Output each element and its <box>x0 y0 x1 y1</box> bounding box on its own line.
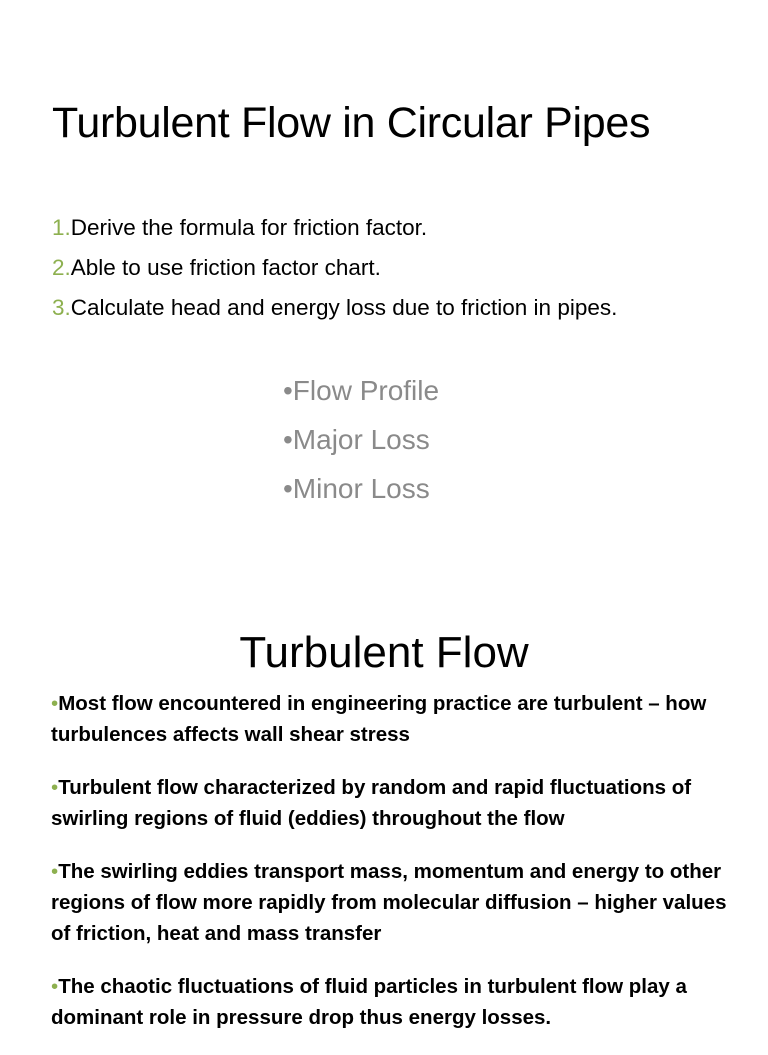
bullet-text: Turbulent flow characterized by random and rapid fluctuations of swirling regions of fluid (eddies) throughout the flow <box>51 776 692 830</box>
objectives-list <box>52 208 617 328</box>
bullet-list <box>51 688 741 1055</box>
topic-minor-loss: •Minor Loss <box>283 473 430 504</box>
objective-text: Able to use friction factor chart. <box>70 255 381 280</box>
topics-list <box>283 366 439 513</box>
objective-item <box>52 208 617 248</box>
bullet-item <box>51 772 741 834</box>
bullet-text: Most flow encountered in engineering practice are turbulent – how turbulences affects wall shear stress <box>51 692 707 746</box>
slide-title: Turbulent Flow <box>239 628 529 677</box>
objective-text: Derive the formula for friction factor. <box>70 215 428 240</box>
slide-2 <box>0 580 768 1029</box>
objective-item <box>52 288 617 328</box>
bullet-marker: • <box>51 975 59 998</box>
bullet-marker: • <box>51 860 59 883</box>
bullet-marker: • <box>51 776 59 799</box>
slide-title: Turbulent Flow in Circular Pipes <box>52 99 651 147</box>
bullet-item <box>51 856 741 949</box>
objective-number: 2. <box>52 255 71 280</box>
objective-text: Calculate head and energy loss due to friction in pipes. <box>70 295 618 320</box>
objective-number: 1. <box>52 215 71 240</box>
topic-major-loss: •Major Loss <box>283 424 430 455</box>
bullet-item <box>51 688 741 750</box>
bullet-text: The swirling eddies transport mass, momentum and energy to other regions of flow more rapidly from molecular diffusion – higher values of friction, heat and mass transfer <box>51 860 727 945</box>
bullet-marker: • <box>51 692 59 715</box>
bullet-text: The chaotic fluctuations of fluid particles in turbulent flow play a dominant role in pressure drop thus energy losses. <box>51 975 687 1029</box>
objective-item <box>52 248 617 288</box>
objective-number: 3. <box>52 295 71 320</box>
topic-flow-profile: •Flow Profile <box>283 375 440 406</box>
